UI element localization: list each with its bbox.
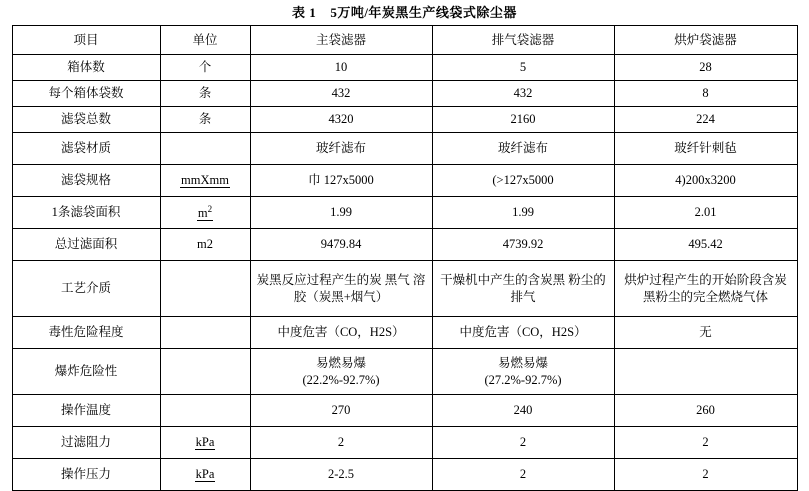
row-main-value: 炭黑反应过程产生的炭 黑气 溶胶（炭黑+烟气） [250, 261, 432, 317]
row-exhaust-value: 2 [432, 427, 614, 459]
row-unit: m2 [160, 229, 250, 261]
table-row [12, 261, 797, 317]
caption-text: 5万吨/年炭黑生产线袋式除尘器 [330, 5, 517, 20]
unit-base: m [197, 206, 208, 221]
row-main-value: 巾 127x5000 [250, 165, 432, 197]
row-label: 箱体数 [12, 55, 160, 81]
table-row [12, 107, 797, 133]
row-oven-value: 28 [614, 55, 797, 81]
row-unit: 条 [160, 107, 250, 133]
row-main-value: 10 [250, 55, 432, 81]
row-oven-value: 4)200x3200 [614, 165, 797, 197]
row-oven-value: 烘炉过程产生的开始阶段含炭 黑粉尘的完全燃烧气体 [614, 261, 797, 317]
header-main-filter: 主袋滤器 [250, 26, 432, 55]
table-row [12, 229, 797, 261]
header-exhaust-filter: 排气袋滤器 [432, 26, 614, 55]
row-exhaust-value: 中度危害（CO，H2S） [432, 317, 614, 349]
row-exhaust-value: 干燥机中产生的含炭黑 粉尘的排气 [432, 261, 614, 317]
table-caption [0, 0, 809, 25]
header-oven-filter: 烘炉袋滤器 [614, 26, 797, 55]
table-row [12, 55, 797, 81]
row-unit [160, 165, 250, 197]
row-main-value: 1.99 [250, 197, 432, 229]
row-oven-value: 无 [614, 317, 797, 349]
unit-text: kPa [195, 467, 215, 482]
row-unit [160, 133, 250, 165]
unit-text: kPa [195, 435, 215, 450]
row-main-value [250, 349, 432, 395]
row-main-value: 4320 [250, 107, 432, 133]
row-label: 滤袋规格 [12, 165, 160, 197]
row-exhaust-value: 240 [432, 395, 614, 427]
row-oven-value: 224 [614, 107, 797, 133]
row-exhaust-value: 1.99 [432, 197, 614, 229]
equipment-table [12, 25, 798, 491]
table-row [12, 81, 797, 107]
row-oven-value: 2 [614, 459, 797, 491]
unit-text: mmXmm [181, 173, 229, 188]
row-label: 滤袋材质 [12, 133, 160, 165]
row-main-value: 270 [250, 395, 432, 427]
row-exhaust-value: 432 [432, 81, 614, 107]
row-unit [160, 427, 250, 459]
table-row [12, 459, 797, 491]
value-line-1: 易燃易爆 [315, 355, 366, 370]
row-unit [160, 317, 250, 349]
row-main-value: 2 [250, 427, 432, 459]
row-exhaust-value: 玻纤滤布 [432, 133, 614, 165]
value-line-2: (22.2%-92.7%) [302, 372, 380, 387]
row-main-value: 中度危害（CO，H2S） [250, 317, 432, 349]
row-unit [160, 197, 250, 229]
row-label: 每个箱体袋数 [12, 81, 160, 107]
row-exhaust-value: (>127x5000 [432, 165, 614, 197]
row-oven-value: 2.01 [614, 197, 797, 229]
row-main-value: 432 [250, 81, 432, 107]
table-row [12, 133, 797, 165]
row-label: 过滤阻力 [12, 427, 160, 459]
caption-number: 表 1 [292, 5, 317, 20]
row-exhaust-value: 2160 [432, 107, 614, 133]
value-line-1: 易燃易爆 [497, 355, 548, 370]
value-line-2: (27.2%-92.7%) [484, 372, 562, 387]
unit-exponent: 2 [207, 203, 213, 214]
row-unit [160, 349, 250, 395]
header-unit: 单位 [160, 26, 250, 55]
row-label: 总过滤面积 [12, 229, 160, 261]
table-row [12, 349, 797, 395]
row-label: 爆炸危险性 [12, 349, 160, 395]
row-label: 滤袋总数 [12, 107, 160, 133]
row-exhaust-value: 4739.92 [432, 229, 614, 261]
row-unit: 个 [160, 55, 250, 81]
table-row [12, 427, 797, 459]
table-row [12, 165, 797, 197]
row-main-value: 9479.84 [250, 229, 432, 261]
row-oven-value [614, 349, 797, 395]
table-header-row [12, 26, 797, 55]
unit-text [197, 203, 213, 221]
row-label: 1条滤袋面积 [12, 197, 160, 229]
row-label: 操作温度 [12, 395, 160, 427]
row-main-value: 2-2.5 [250, 459, 432, 491]
row-label: 工艺介质 [12, 261, 160, 317]
row-exhaust-value [432, 349, 614, 395]
row-oven-value: 8 [614, 81, 797, 107]
row-label: 操作压力 [12, 459, 160, 491]
row-oven-value: 2 [614, 427, 797, 459]
row-main-value: 玻纤滤布 [250, 133, 432, 165]
row-exhaust-value: 2 [432, 459, 614, 491]
row-exhaust-value: 5 [432, 55, 614, 81]
table-row [12, 317, 797, 349]
row-unit [160, 459, 250, 491]
row-unit: 条 [160, 81, 250, 107]
row-oven-value: 260 [614, 395, 797, 427]
row-unit [160, 395, 250, 427]
row-oven-value: 玻纤针刺毡 [614, 133, 797, 165]
row-unit [160, 261, 250, 317]
row-label: 毒性危险程度 [12, 317, 160, 349]
header-item: 项目 [12, 26, 160, 55]
table-row [12, 395, 797, 427]
table-row [12, 197, 797, 229]
row-oven-value: 495.42 [614, 229, 797, 261]
